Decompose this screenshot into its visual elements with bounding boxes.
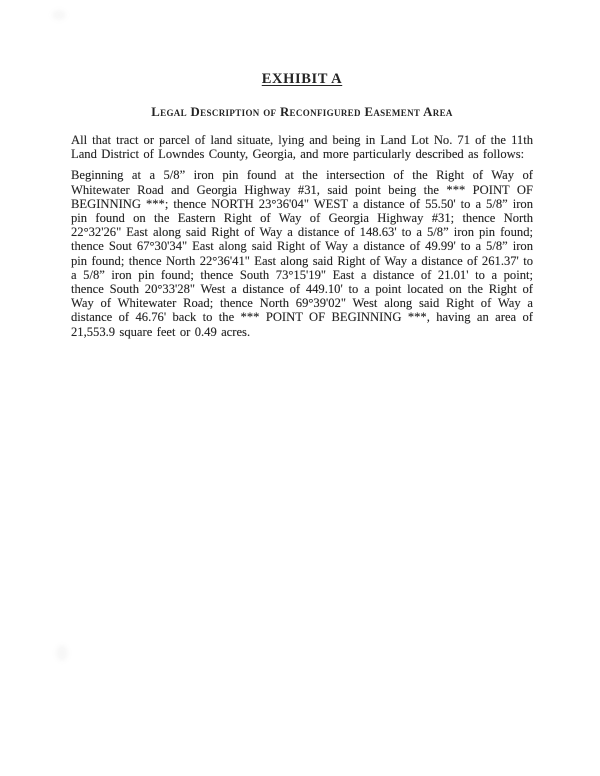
page-title: EXHIBIT A: [261, 71, 343, 87]
paragraph-intro: All that tract or parcel of land situate, lying and being in Land Lot No. 71 of the 11th Land District of Lowndes County, Georgia, and more particularly described as follows:: [71, 133, 533, 162]
scan-artifact: [52, 10, 66, 20]
document-content: [71, 71, 533, 346]
scan-artifact: [56, 645, 68, 661]
document-subtitle: Legal Description of Reconfigured Easement Area: [151, 105, 453, 119]
paragraph-legal-description: Beginning at a 5/8” iron pin found at the intersection of the Right of Way of Whitewater Road and Georgia Highway #31, said point being the *** POINT OF BEGINNING ***; thence NORTH 23°36'04" WEST a distance of 55.50' to a 5/8” iron pin found on the Eastern Right of Way of Georgia Highway #31; thence North 22°32'26" East along said Right of Way a distance of 148.63' to a 5/8” iron pin found; thence Sout 67°30'34" East along said Right of Way a distance of 49.99' to a 5/8” iron pin found; thence North 22°36'41" East along said Right of Way a distance of 261.37' to a 5/8” iron pin found; thence South 73°15'19" East a distance of 21.01' to a point; thence South 20°33'28" West a distance of 449.10' to a point located on the Right of Way of Whitewater Road; thence North 69°39'02" West along said Right of Way a distance of 46.76' back to the *** POINT OF BEGINNING ***, having an area of 21,553.9 square feet or 0.49 acres.: [71, 168, 533, 339]
